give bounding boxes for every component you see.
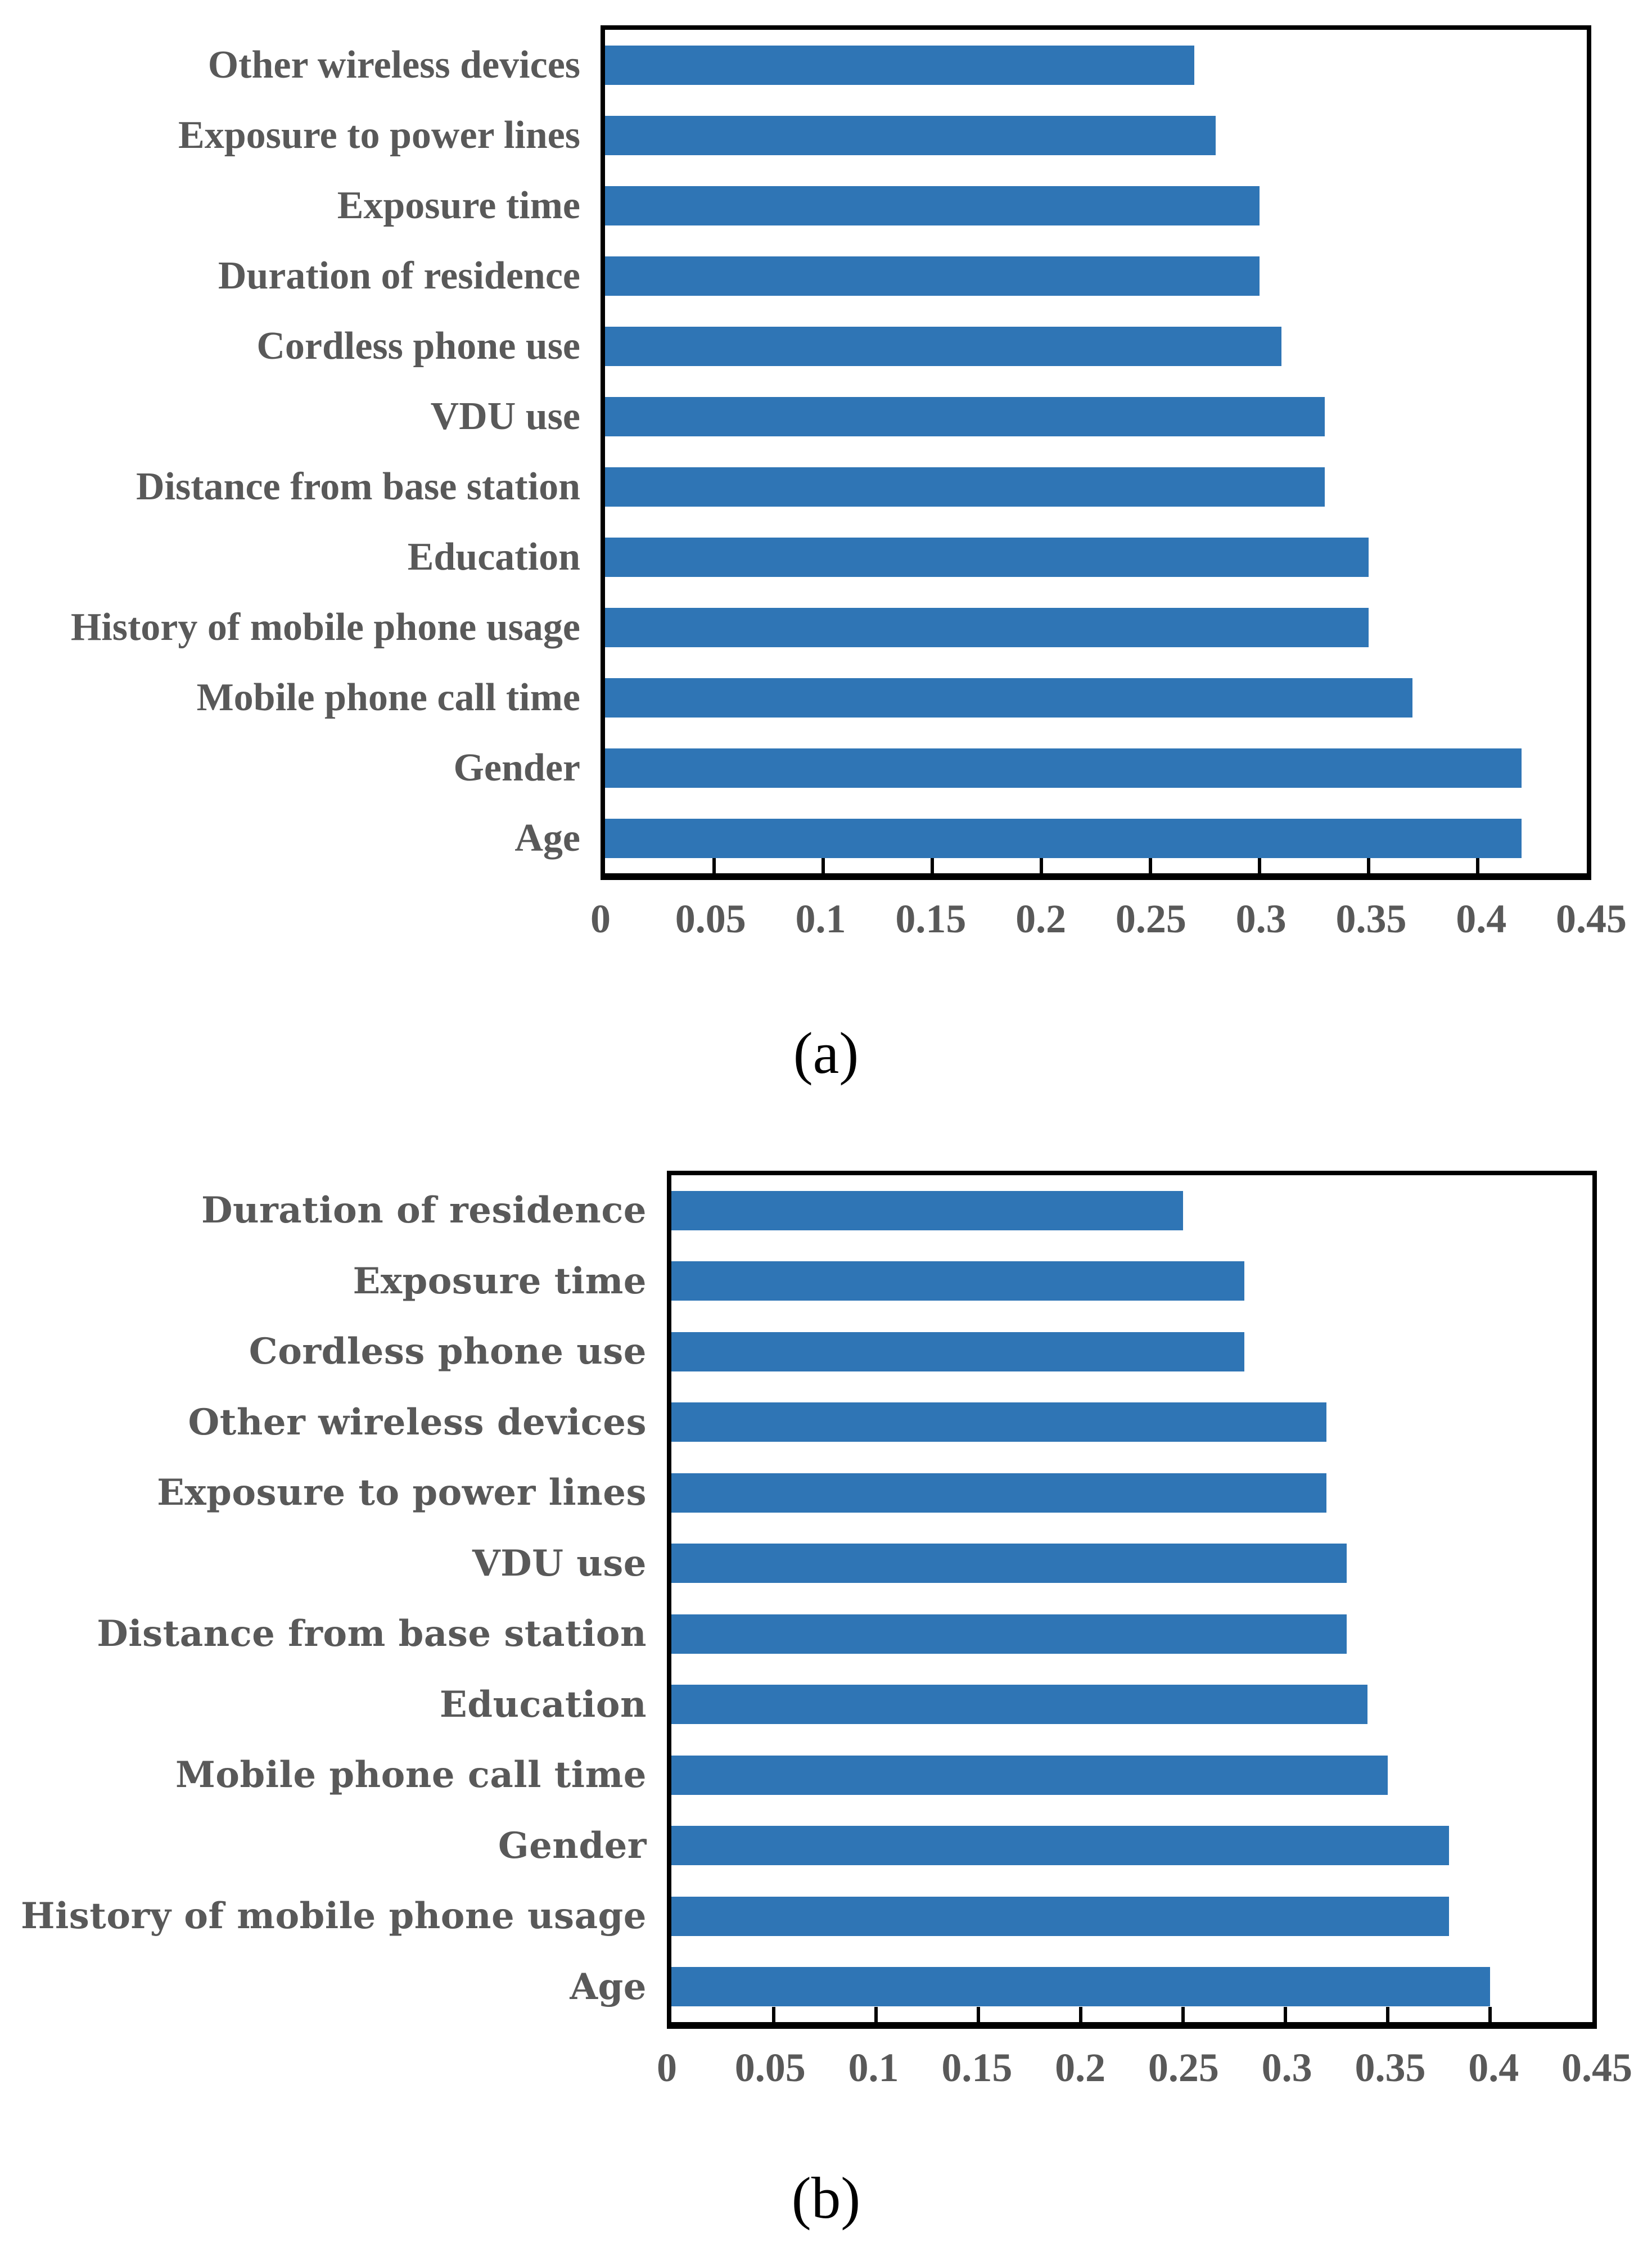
axis-tick: [772, 2007, 775, 2022]
bar: [605, 538, 1369, 577]
axis-tick: [1367, 858, 1370, 873]
axis-tick: [1181, 2007, 1185, 2022]
chart-b-caption: (b): [791, 2165, 861, 2231]
bar: [671, 1402, 1326, 1442]
bar-slot: [671, 1599, 1592, 1670]
category-label: Gender: [453, 746, 580, 789]
axis-tick-label: 0.15: [895, 896, 967, 941]
bar-chart-b: [0, 1171, 1632, 2113]
axis-tick-label: 0.15: [941, 2045, 1013, 2090]
bar-slot: [671, 1881, 1592, 1952]
axis-tick: [1488, 2007, 1492, 2022]
bar-slot: [605, 733, 1587, 803]
axis-tick: [1476, 858, 1479, 873]
bar: [671, 1897, 1449, 1936]
category-label: Exposure time: [337, 183, 580, 227]
axis-tick: [874, 2007, 878, 2022]
bar: [671, 1756, 1388, 1795]
axis-tick: [1258, 858, 1261, 873]
category-label: Cordless phone use: [249, 1330, 647, 1373]
category-label: Exposure to power lines: [178, 113, 580, 157]
bar-slot: [605, 170, 1587, 241]
bar: [671, 1685, 1367, 1724]
bar-slot: [605, 311, 1587, 381]
bar-slot: [671, 1246, 1592, 1317]
bar: [671, 1826, 1449, 1865]
bar-slot: [671, 1387, 1592, 1458]
axis-tick-label: 0: [657, 2045, 677, 2090]
bar: [605, 748, 1522, 788]
bar: [671, 1967, 1490, 2006]
bar-slot: [605, 30, 1587, 100]
bar: [605, 397, 1325, 436]
axis-tick-label: 0.1: [848, 2045, 899, 2090]
category-label: Exposure to power lines: [157, 1472, 647, 1514]
axis-tick: [822, 858, 825, 873]
axis-tick-label: 0.4: [1456, 896, 1507, 941]
bar: [605, 678, 1412, 718]
axis-tick-label: 0.1: [795, 896, 846, 941]
category-label: Education: [439, 1683, 647, 1726]
bar: [605, 256, 1260, 296]
axis-tick: [712, 858, 716, 873]
chart-b-x-axis: [657, 2029, 1632, 2113]
axis-tick-label: 0.45: [1561, 2045, 1632, 2090]
bar-slot: [671, 1175, 1592, 1246]
axis-tick-label: 0.3: [1235, 896, 1287, 941]
bar: [671, 1614, 1347, 1654]
category-label: VDU use: [430, 394, 580, 438]
category-label: Other wireless devices: [207, 43, 580, 87]
axis-tick-label: 0.05: [734, 2045, 806, 2090]
bar: [605, 819, 1522, 858]
axis-tick-label: 0.4: [1468, 2045, 1519, 2090]
category-label: Cordless phone use: [256, 324, 580, 368]
bar: [671, 1191, 1183, 1230]
chart-a-plot-column: [590, 25, 1627, 964]
category-label: Mobile phone call time: [196, 675, 580, 719]
axis-tick: [1284, 2007, 1287, 2022]
category-label: Distance from base station: [97, 1613, 647, 1655]
bar: [605, 186, 1260, 225]
axis-tick: [931, 858, 934, 873]
bar-slot: [605, 592, 1587, 662]
bar: [605, 46, 1194, 85]
chart-b-category-labels: [0, 1171, 667, 2029]
bar-chart-a: [0, 25, 1627, 964]
category-label: Distance from base station: [136, 464, 580, 508]
chart-a-plot-area: [601, 25, 1591, 880]
bar-slot: [671, 1670, 1592, 1740]
axis-tick-label: 0.35: [1335, 896, 1407, 941]
bar: [605, 467, 1325, 507]
category-label: Gender: [498, 1824, 647, 1867]
chart-b-plot-area: [667, 1171, 1597, 2029]
bar-slot: [671, 1740, 1592, 1811]
axis-tick: [1149, 858, 1152, 873]
bar: [605, 608, 1369, 647]
bar: [605, 327, 1281, 366]
bar-slot: [605, 381, 1587, 452]
axis-tick: [1040, 858, 1043, 873]
bar-slot: [605, 241, 1587, 311]
axis-tick-label: 0.35: [1355, 2045, 1426, 2090]
bar: [671, 1261, 1244, 1301]
axis-tick-label: 0.2: [1015, 896, 1067, 941]
bar-slot: [605, 452, 1587, 522]
category-label: Age: [570, 1965, 647, 2008]
category-label: Education: [407, 535, 580, 579]
category-label: Other wireless devices: [188, 1401, 647, 1443]
chart-a-category-labels: [0, 25, 601, 880]
category-label: History of mobile phone usage: [70, 605, 580, 649]
category-label: Age: [514, 816, 580, 860]
axis-tick-label: 0.45: [1556, 896, 1627, 941]
axis-tick: [1386, 2007, 1389, 2022]
axis-tick-label: 0.3: [1261, 2045, 1312, 2090]
bar-slot: [605, 662, 1587, 733]
bar-slot: [605, 100, 1587, 170]
category-label: Exposure time: [353, 1260, 647, 1302]
category-label: History of mobile phone usage: [20, 1895, 647, 1938]
category-label: VDU use: [472, 1542, 647, 1585]
bar-slot: [605, 522, 1587, 592]
bar: [671, 1473, 1326, 1513]
bar-slot: [671, 1952, 1592, 2023]
bar-slot: [671, 1316, 1592, 1387]
bar-slot: [671, 1528, 1592, 1599]
category-label: Mobile phone call time: [175, 1754, 647, 1797]
bar: [671, 1544, 1347, 1583]
bar-slot: [605, 803, 1587, 873]
bar: [671, 1332, 1244, 1371]
bar: [605, 116, 1216, 155]
category-label: Duration of residence: [201, 1189, 647, 1232]
category-label: Duration of residence: [218, 254, 580, 297]
chart-a-caption: (a): [793, 1020, 859, 1086]
axis-tick-label: 0: [590, 896, 611, 941]
axis-tick: [977, 2007, 980, 2022]
chart-b-plot-column: [657, 1171, 1632, 2113]
axis-tick-label: 0.25: [1148, 2045, 1219, 2090]
axis-tick: [1079, 2007, 1082, 2022]
axis-tick-label: 0.2: [1055, 2045, 1106, 2090]
axis-tick-label: 0.05: [675, 896, 746, 941]
bar-slot: [671, 1458, 1592, 1528]
bar-slot: [671, 1811, 1592, 1881]
axis-tick-label: 0.25: [1115, 896, 1186, 941]
chart-a-x-axis: [590, 880, 1627, 964]
